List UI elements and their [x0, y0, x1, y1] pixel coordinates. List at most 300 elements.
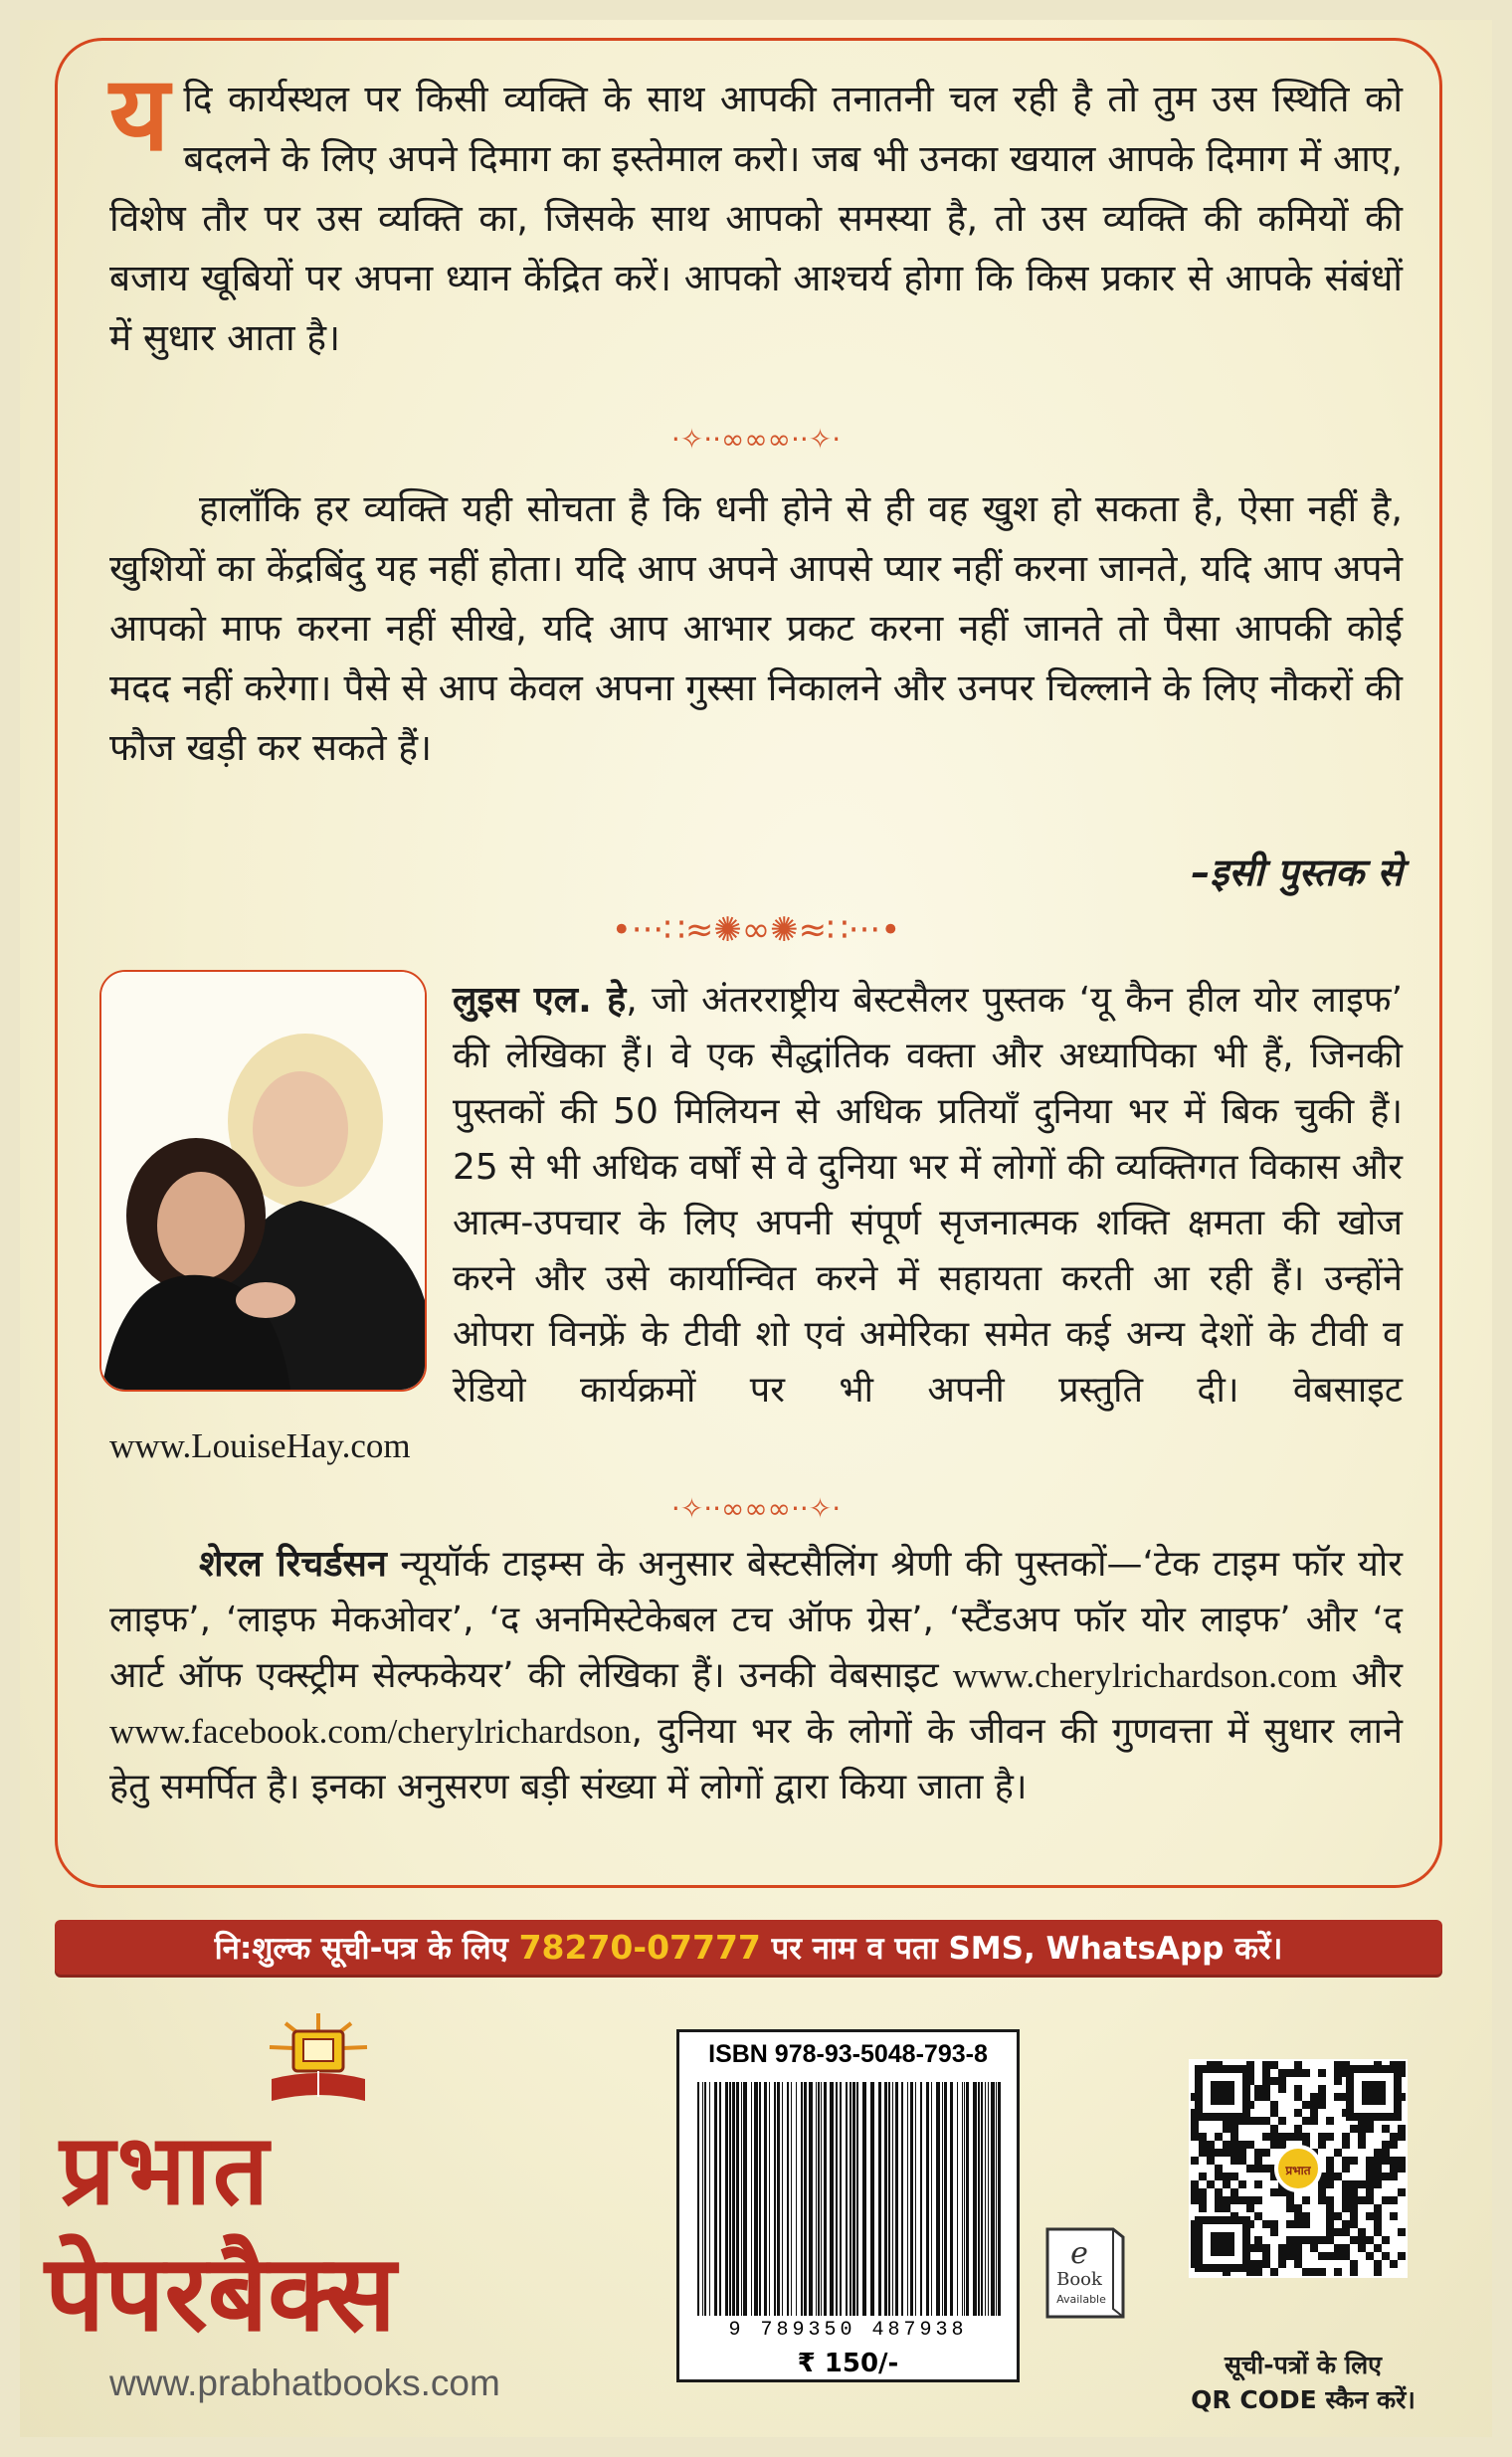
qr-module: [1318, 2188, 1326, 2196]
qr-module: [1326, 2212, 1334, 2220]
qr-module: [1342, 2252, 1350, 2260]
qr-module: [1254, 2268, 1262, 2276]
qr-module: [1398, 2157, 1406, 2165]
qr-module: [1286, 2252, 1294, 2260]
qr-module: [1382, 2236, 1390, 2244]
barcode-bar: [804, 2082, 807, 2316]
qr-module: [1310, 2268, 1318, 2276]
qr-module: [1334, 2228, 1342, 2236]
qr-module: [1191, 2125, 1199, 2133]
ornament-divider-1: ·✧··∞∞∞··✧·: [670, 423, 842, 456]
author-1-bio-text: , जो अंतरराष्ट्रीय बेस्टसैलर पुस्तक ‘यू कैन हील योर लाइफ’ की लेखिका हैं। वे एक सैद्धांतिक वक्ता और अध्यापिका भी हैं, जिनकी पुस्तकों की 50 मिलियन से अधिक प्रतियाँ दुनिया भर में बिक चुकी हैं। 25 से भी अधिक वर्षों से वे दुनिया भर में लोगों की व्यक्तिगत विकास और आत्म-उपचार के लिए अपनी संपूर्ण सृजनात्मक शक्ति क्षमता की खोज करने और उसे कार्यान्वित करने में सहायता करती आ रही हैं। उन्होंने ओपरा विनफ्रें के टीवी शो एवं अमेरिका समेत कई अन्य देशों के टीवी व रेडियो कार्यक्रमों पर भी अपनी प्रस्तुति दी। वेबसाइट: [453, 980, 1403, 1411]
qr-module: [1342, 2157, 1350, 2165]
qr-module: [1326, 2228, 1334, 2236]
qr-module: [1366, 2196, 1374, 2204]
qr-module: [1390, 2260, 1398, 2268]
qr-module: [1199, 2133, 1207, 2141]
barcode-bar: [836, 2082, 838, 2316]
qr-module: [1262, 2252, 1270, 2260]
qr-module: [1334, 2173, 1342, 2180]
barcode-bar: [998, 2082, 1001, 2316]
qr-module: [1374, 2157, 1382, 2165]
qr-code-image: [1189, 2059, 1408, 2278]
qr-module: [1366, 2236, 1374, 2244]
qr-module: [1302, 2268, 1310, 2276]
qr-caption-line-1: सूची-पत्रों के लिए: [1225, 2351, 1382, 2379]
barcode-bar: [801, 2082, 803, 2316]
barcode-bar: [774, 2082, 776, 2316]
qr-module: [1302, 2101, 1310, 2109]
qr-module: [1374, 2204, 1382, 2212]
qr-module: [1342, 2141, 1350, 2149]
qr-module: [1223, 2204, 1230, 2212]
ebook-status: Available: [1056, 2293, 1106, 2306]
qr-module: [1254, 2085, 1262, 2093]
publisher-name-line-2: पेपरबैक्स: [45, 2232, 397, 2355]
qr-module: [1374, 2260, 1382, 2268]
qr-caption-line-2: QR CODE स्कैन करें।: [1191, 2385, 1416, 2414]
qr-module: [1374, 2244, 1382, 2252]
barcode-bar: [942, 2082, 943, 2316]
barcode-bar: [743, 2082, 747, 2316]
qr-module: [1278, 2085, 1286, 2093]
qr-module: [1262, 2093, 1270, 2101]
barcode-bar: [964, 2082, 965, 2316]
qr-module: [1302, 2220, 1310, 2228]
qr-module: [1350, 2188, 1358, 2196]
qr-module: [1390, 2141, 1398, 2149]
barcode-bar: [782, 2082, 783, 2316]
qr-module: [1366, 2252, 1374, 2260]
qr-module: [1398, 2125, 1406, 2133]
qr-module: [1366, 2165, 1374, 2173]
qr-module: [1254, 2196, 1262, 2204]
barcode-bar: [754, 2082, 758, 2316]
qr-module: [1382, 2125, 1390, 2133]
qr-module: [1207, 2141, 1215, 2149]
qr-module: [1238, 2157, 1246, 2165]
qr-module: [1262, 2061, 1270, 2069]
qr-module: [1223, 2180, 1230, 2188]
qr-module: [1294, 2109, 1302, 2117]
barcode-bar: [702, 2082, 703, 2316]
qr-module: [1350, 2260, 1358, 2268]
qr-module: [1278, 2077, 1286, 2085]
qr-module: [1334, 2077, 1342, 2085]
barcode-bar: [709, 2082, 710, 2316]
qr-module: [1318, 2236, 1326, 2244]
qr-module: [1238, 2149, 1246, 2157]
qr-module: [1238, 2141, 1246, 2149]
qr-module: [1238, 2180, 1246, 2188]
qr-module: [1318, 2180, 1326, 2188]
ebook-word: Book: [1056, 2269, 1102, 2290]
qr-module: [1215, 2165, 1223, 2173]
barcode-image: [693, 2082, 1006, 2316]
qr-module: [1230, 2149, 1238, 2157]
qr-module: [1342, 2228, 1350, 2236]
qr-module: [1254, 2093, 1262, 2101]
ebook-available-icon: [1040, 2223, 1131, 2323]
qr-module: [1246, 2165, 1254, 2173]
barcode-bar: [915, 2082, 916, 2316]
qr-module: [1302, 2117, 1310, 2125]
qr-module: [1310, 2093, 1318, 2101]
ornament-divider-3: ·✧··∞∞∞··✧·: [670, 1492, 842, 1525]
barcode-bar: [991, 2082, 995, 2316]
qr-module: [1342, 2204, 1350, 2212]
qr-module: [1310, 2101, 1318, 2109]
qr-module: [1342, 2196, 1350, 2204]
qr-module: [1390, 2173, 1398, 2180]
qr-module: [1350, 2180, 1358, 2188]
qr-module: [1302, 2236, 1310, 2244]
qr-module: [1318, 2252, 1326, 2260]
qr-module: [1191, 2188, 1199, 2196]
qr-module: [1230, 2173, 1238, 2180]
qr-module: [1270, 2141, 1278, 2149]
qr-module: [1334, 2093, 1342, 2101]
qr-module: [1191, 2180, 1199, 2188]
qr-module: [1350, 2157, 1358, 2165]
photo-spacer: [109, 973, 453, 1401]
qr-module: [1278, 2117, 1286, 2125]
qr-module: [1326, 2236, 1334, 2244]
drop-cap: य: [109, 53, 170, 174]
qr-module: [1230, 2196, 1238, 2204]
qr-module: [1278, 2244, 1286, 2252]
qr-module: [1366, 2188, 1374, 2196]
qr-module: [1310, 2236, 1318, 2244]
qr-module: [1334, 2268, 1342, 2276]
qr-module: [1326, 2180, 1334, 2188]
barcode-bar: [725, 2082, 728, 2316]
qr-module: [1286, 2133, 1294, 2141]
qr-module: [1270, 2220, 1278, 2228]
qr-module: [1254, 2244, 1262, 2252]
qr-module: [1278, 2069, 1286, 2077]
barcode-bar: [796, 2082, 797, 2316]
qr-module: [1207, 2157, 1215, 2165]
qr-module: [1326, 2173, 1334, 2180]
barcode-bar: [907, 2082, 908, 2316]
barcode-bar: [973, 2082, 977, 2316]
barcode-bar: [926, 2082, 929, 2316]
qr-module: [1326, 2133, 1334, 2141]
qr-module: [1223, 2173, 1230, 2180]
isbn-barcode-panel: [676, 2029, 1020, 2382]
barcode-bar: [910, 2082, 913, 2316]
qr-module: [1334, 2069, 1342, 2077]
qr-module: [1374, 2149, 1382, 2157]
barcode-bar: [787, 2082, 789, 2316]
barcode-bar: [856, 2082, 858, 2316]
qr-module: [1302, 2133, 1310, 2141]
qr-module: [1350, 2204, 1358, 2212]
publisher-name-line-1: प्रभात: [60, 2114, 271, 2227]
qr-module: [1270, 2101, 1278, 2109]
qr-module: [1294, 2212, 1302, 2220]
qr-module: [1294, 2220, 1302, 2228]
qr-module: [1294, 2085, 1302, 2093]
qr-module: [1262, 2149, 1270, 2157]
barcode-bar: [714, 2082, 717, 2316]
barcode-bar: [729, 2082, 731, 2316]
banner-text-post: पर नाम व पता SMS, WhatsApp करें।: [760, 1931, 1283, 1967]
qr-module: [1358, 2236, 1366, 2244]
barcode-bar: [818, 2082, 820, 2316]
qr-module: [1342, 2165, 1350, 2173]
barcode-bar: [751, 2082, 752, 2316]
qr-module: [1270, 2188, 1278, 2196]
qr-module: [1358, 2196, 1366, 2204]
price-label: ₹ 150/-: [797, 2349, 899, 2378]
qr-module: [1350, 2125, 1358, 2133]
barcode-bar: [764, 2082, 767, 2316]
qr-code: [1189, 2059, 1408, 2278]
qr-module: [1254, 2165, 1262, 2173]
qr-module: [1374, 2212, 1382, 2220]
barcode-bar: [981, 2082, 983, 2316]
qr-module: [1199, 2149, 1207, 2157]
qr-module: [1374, 2228, 1382, 2236]
qr-module: [1223, 2141, 1230, 2149]
qr-module: [1366, 2180, 1374, 2188]
barcode-bar: [741, 2082, 742, 2316]
barcode-bar: [944, 2082, 947, 2316]
barcode-bar: [966, 2082, 969, 2316]
qr-module: [1215, 2133, 1223, 2141]
qr-module: [1262, 2244, 1270, 2252]
qr-badge: प्रभात: [1285, 2164, 1311, 2177]
barcode-bar: [769, 2082, 770, 2316]
qr-module: [1294, 2204, 1302, 2212]
qr-module: [1286, 2244, 1294, 2252]
qr-module: [1262, 2220, 1270, 2228]
qr-module: [1374, 2165, 1382, 2173]
author-1-bio: [109, 973, 1403, 1474]
qr-module: [1286, 2196, 1294, 2204]
barcode-bar: [988, 2082, 989, 2316]
qr-module: [1318, 2196, 1326, 2204]
qr-module: [1334, 2212, 1342, 2220]
excerpt-paragraph-1-text: दि कार्यस्थल पर किसी व्यक्ति के साथ आपकी तनातनी चल रही है तो तुम उस स्थिति को बदलने के लिए अपने दिमाग का इस्तेमाल करो। जब भी उनका खयाल आपके दिमाग में आए, विशेष तौर पर उस व्यक्ति का, जिसके साथ आपको समस्या है, तो उस व्यक्ति की कमियों की बजाय खूबियों पर अपना ध्यान केंद्रित करें। आपको आश्चर्य होगा कि किस प्रकार से आपके संबंधों में सुधार आता है।: [109, 78, 1403, 359]
qr-module: [1294, 2069, 1302, 2077]
qr-module: [1199, 2196, 1207, 2204]
excerpt-paragraph-2: हालाँकि हर व्यक्ति यही सोचता है कि धनी होने से ही वह खुश हो सकता है, ऐसा नहीं है, खुशियों का केंद्रबिंदु यह नहीं होता। यदि आप अपने आपसे प्यार नहीं करना जानते, यदि आप अपने आपको माफ करना नहीं सीखे, यदि आप आभार प्रकट करना नहीं जानते तो पैसा आपकी कोई मदद नहीं करेगा। पैसे से आप केवल अपना गुस्सा निकालने और उनपर चिल्लाने के लिए नौकरों की फौज खड़ी कर सकते हैं।: [109, 487, 1403, 769]
barcode-bar: [862, 2082, 866, 2316]
qr-module: [1302, 2212, 1310, 2220]
qr-module: [1262, 2117, 1270, 2125]
qr-module: [1390, 2212, 1398, 2220]
qr-module: [1223, 2125, 1230, 2133]
barcode-bar: [846, 2082, 848, 2316]
qr-module: [1366, 2125, 1374, 2133]
qr-module: [1366, 2212, 1374, 2220]
qr-module: [1294, 2252, 1302, 2260]
qr-module: [1294, 2244, 1302, 2252]
qr-module: [1358, 2228, 1366, 2236]
qr-module: [1326, 2196, 1334, 2204]
barcode-bar: [850, 2082, 851, 2316]
qr-module: [1374, 2173, 1382, 2180]
banner-phone: 78270-07777: [518, 1928, 761, 1967]
qr-module: [1398, 2228, 1406, 2236]
qr-module: [1342, 2133, 1350, 2141]
qr-module: [1254, 2212, 1262, 2220]
author-2-website-1: www.cherylrichardson.com: [952, 1656, 1338, 1695]
barcode-bar: [852, 2082, 855, 2316]
qr-module: [1191, 2133, 1199, 2141]
qr-module: [1342, 2244, 1350, 2252]
barcode-bar: [809, 2082, 813, 2316]
publisher-logo-icon: [264, 2009, 373, 2109]
barcode-digits: 9 789350 487938: [728, 2319, 968, 2342]
barcode-bar: [816, 2082, 817, 2316]
barcode-bar: [892, 2082, 893, 2316]
qr-module: [1215, 2204, 1223, 2212]
qr-module: [1223, 2196, 1230, 2204]
qr-module: [1326, 2165, 1334, 2173]
qr-module: [1199, 2204, 1207, 2212]
qr-module: [1326, 2157, 1334, 2165]
barcode-bar: [777, 2082, 780, 2316]
barcode-bar: [920, 2082, 922, 2316]
qr-module: [1230, 2157, 1238, 2165]
qr-module: [1270, 2109, 1278, 2117]
qr-module: [1262, 2077, 1270, 2085]
barcode-bar: [884, 2082, 887, 2316]
barcode-bar: [895, 2082, 898, 2316]
qr-module: [1254, 2149, 1262, 2157]
barcode-bar: [791, 2082, 792, 2316]
barcode-bar: [821, 2082, 822, 2316]
publisher-website: www.prabhatbooks.com: [109, 2362, 500, 2403]
qr-module: [1334, 2149, 1342, 2157]
barcode-bar: [736, 2082, 739, 2316]
qr-module: [1278, 2188, 1286, 2196]
qr-module: [1278, 2252, 1286, 2260]
barcode-bar: [985, 2082, 986, 2316]
qr-module: [1215, 2173, 1223, 2180]
qr-module: [1246, 2196, 1254, 2204]
barcode-bar: [888, 2082, 890, 2316]
banner-text-pre: नि:शुल्क सूची-पत्र के लिए: [214, 1931, 519, 1967]
qr-module: [1262, 2165, 1270, 2173]
qr-module: [1294, 2093, 1302, 2101]
qr-module: [1398, 2188, 1406, 2196]
qr-module: [1326, 2117, 1334, 2125]
qr-module: [1350, 2196, 1358, 2204]
qr-module: [1199, 2188, 1207, 2196]
qr-module: [1318, 2069, 1326, 2077]
barcode-bar: [957, 2082, 958, 2316]
qr-module: [1270, 2268, 1278, 2276]
qr-module: [1342, 2188, 1350, 2196]
qr-module: [1310, 2244, 1318, 2252]
qr-module: [1382, 2157, 1390, 2165]
qr-module: [1374, 2180, 1382, 2188]
qr-module: [1390, 2157, 1398, 2165]
author-2-bio-text-a: न्यूयॉर्क टाइम्स के अनुसार बेस्टसैलिंग श्रेणी की पुस्तकों—‘टेक टाइम फॉर योर लाइफ’, ‘लाइफ मेकओवर’, ‘द अनमिस्टेकेबल टच ऑफ ग्रेस’, ‘स्टैंडअप फॉर योर लाइफ’ और ‘द आर्ट ऑफ एक्स्ट्रीम सेल्फकेयर’ की लेखिका हैं। उनकी वेबसाइट: [109, 1544, 1403, 1696]
qr-module: [1382, 2252, 1390, 2260]
qr-module: [1318, 2085, 1326, 2093]
qr-module: [1390, 2165, 1398, 2173]
barcode-bar: [936, 2082, 940, 2316]
barcode-bar: [931, 2082, 932, 2316]
qr-module: [1382, 2141, 1390, 2149]
qr-module: [1254, 2157, 1262, 2165]
qr-module: [1215, 2196, 1223, 2204]
barcode-bar: [840, 2082, 842, 2316]
catalog-sms-banner: [55, 1920, 1442, 1975]
qr-module: [1318, 2093, 1326, 2101]
qr-module: [1358, 2125, 1366, 2133]
isbn-label: ISBN 978-93-5048-793-8: [708, 2040, 988, 2068]
qr-module: [1318, 2268, 1326, 2276]
qr-module: [1230, 2133, 1238, 2141]
author-1-website: www.LouiseHay.com: [109, 1426, 411, 1465]
barcode-bar: [759, 2082, 761, 2316]
qr-module: [1262, 2085, 1270, 2093]
qr-module: [1366, 2157, 1374, 2165]
qr-module: [1382, 2196, 1390, 2204]
qr-module: [1270, 2133, 1278, 2141]
qr-module: [1270, 2228, 1278, 2236]
qr-module: [1278, 2141, 1286, 2149]
qr-module: [1238, 2196, 1246, 2204]
qr-module: [1398, 2165, 1406, 2173]
barcode-bar: [878, 2082, 881, 2316]
qr-module: [1358, 2180, 1366, 2188]
qr-module: [1254, 2236, 1262, 2244]
qr-module: [1191, 2196, 1199, 2204]
barcode-bar: [901, 2082, 903, 2316]
qr-module: [1350, 2220, 1358, 2228]
qr-module: [1262, 2133, 1270, 2141]
excerpt-attribution: –इसी पुस्तक से: [1191, 850, 1403, 894]
qr-module: [1326, 2220, 1334, 2228]
qr-module: [1230, 2125, 1238, 2133]
qr-module: [1302, 2069, 1310, 2077]
qr-module: [1366, 2173, 1374, 2180]
qr-module: [1230, 2188, 1238, 2196]
barcode-bar: [732, 2082, 735, 2316]
ebook-letter: e: [1070, 2236, 1088, 2271]
qr-module: [1199, 2173, 1207, 2180]
qr-module: [1254, 2180, 1262, 2188]
qr-module: [1207, 2180, 1215, 2188]
qr-module: [1350, 2212, 1358, 2220]
barcode-bar: [950, 2082, 953, 2316]
qr-module: [1294, 2061, 1302, 2069]
barcode-bar: [697, 2082, 699, 2316]
qr-module: [1294, 2133, 1302, 2141]
qr-module: [1302, 2196, 1310, 2204]
qr-module: [1215, 2188, 1223, 2196]
author-2-bio-text-c: , दुनिया भर के लोगों के जीवन की गुणवत्ता में सुधार लाने हेतु समर्पित है। इनका अनुसरण बड़ी संख्या में लोगों द्वारा किया जाता है।: [109, 1711, 1403, 1807]
excerpt-paragraph-1: [109, 53, 1403, 368]
qr-module: [1278, 2133, 1286, 2141]
qr-module: [1358, 2133, 1366, 2141]
qr-module: [1350, 2268, 1358, 2276]
qr-module: [1230, 2141, 1238, 2149]
qr-module: [1294, 2260, 1302, 2268]
qr-module: [1326, 2204, 1334, 2212]
qr-module: [1294, 2125, 1302, 2133]
barcode-bar: [719, 2082, 721, 2316]
author-2-name: शेरल रिचर्डसन: [199, 1544, 387, 1585]
